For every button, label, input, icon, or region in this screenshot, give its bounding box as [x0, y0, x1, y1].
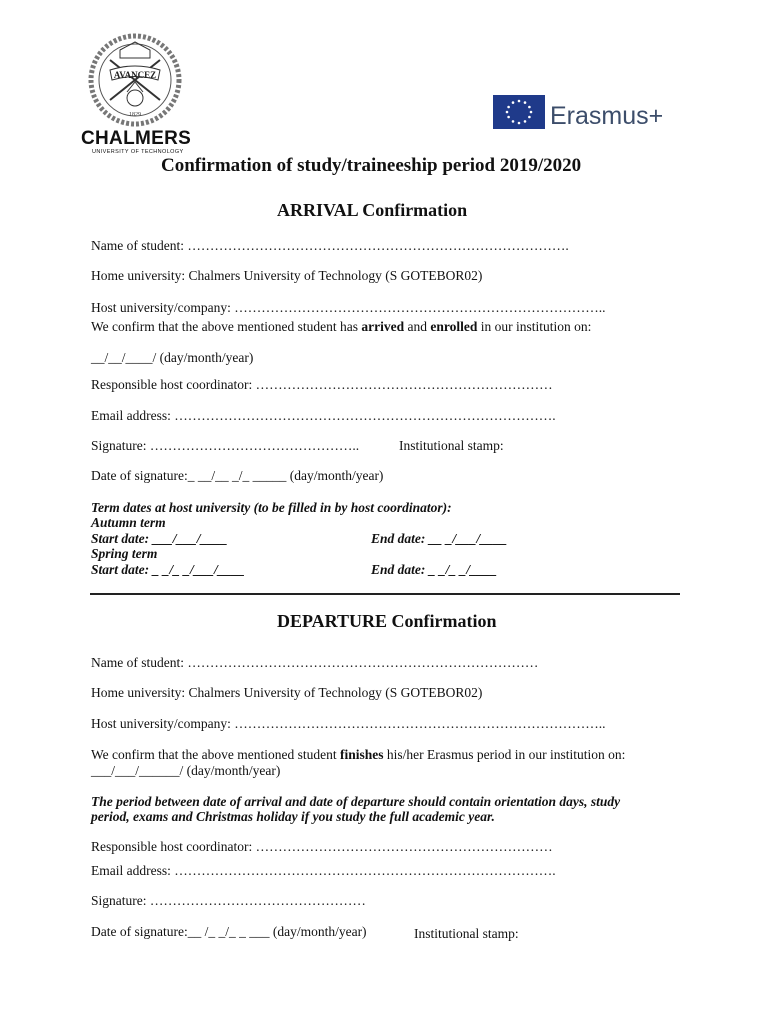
erasmus-wordmark: Erasmus+ [550, 102, 664, 130]
period-note-line-1: The period between date of arrival and date of departure should contain orientation days, study [91, 794, 621, 809]
departure-signature-field[interactable]: Signature: ………………………………………… [91, 893, 366, 908]
confirm-enrolled: enrolled [430, 319, 478, 334]
confirm-prefix: We confirm that the above mentioned student [91, 747, 340, 762]
confirm-suffix: in our institution on: [477, 319, 592, 334]
chalmers-seal-logo [80, 30, 190, 130]
arrival-date-field[interactable]: __/__/____/ (day/month/year) [91, 350, 254, 365]
autumn-end-date-field[interactable]: End date: __ _/___/____ [371, 531, 508, 546]
term-dates-heading: Term dates at host university (to be filled in by host coordinator): [91, 500, 452, 515]
confirm-finishes: finishes [339, 747, 384, 762]
arrival-email-field[interactable]: Email address: …………………………………………………………………………. [91, 408, 556, 423]
arrival-confirm-statement [91, 319, 591, 335]
arrival-host-field[interactable]: Host university/company: ……………………………………………………………………….. [91, 300, 606, 315]
eu-flag-icon [493, 95, 545, 129]
document-title: Confirmation of study/traineeship period 2019/2020 [161, 155, 582, 176]
arrival-heading: ARRIVAL Confirmation [277, 200, 468, 220]
arrival-home-university: Home university: Chalmers University of Technology (S GOTEBOR02) [91, 268, 483, 283]
spring-end-date-field[interactable]: End date: _ _/_ _/____ [371, 562, 498, 577]
departure-name-field[interactable]: Name of student: …………………………………………………………………… [91, 655, 539, 670]
autumn-start-date-field[interactable]: Start date: ___/___/____ [91, 531, 228, 546]
chalmers-subtitle: UNIVERSITY OF TECHNOLOGY [92, 149, 184, 155]
departure-date-field[interactable]: ___/___/______/ (day/month/year) [91, 763, 281, 778]
departure-coordinator-field[interactable]: Responsible host coordinator: ………………………………………………………… [91, 839, 553, 854]
departure-heading: DEPARTURE Confirmation [277, 611, 497, 631]
confirm-arrived: arrived [361, 319, 405, 334]
departure-stamp-label: Institutional stamp: [414, 926, 519, 941]
arrival-signature-field[interactable]: Signature: ……………………………………….. [91, 438, 360, 453]
section-divider [90, 593, 680, 595]
arrival-signature-date-field[interactable]: Date of signature:_ __/__ _/_ _____ (day/month/year) [91, 468, 384, 483]
spring-start-date-field[interactable]: Start date: _ _/_ _/___/____ [91, 562, 245, 577]
arrival-name-field[interactable]: Name of student: …………………………………………………………………………. [91, 238, 569, 253]
seal-year: 1829 [129, 112, 141, 118]
seal-motto: AVANCEZ [113, 70, 157, 80]
chalmers-wordmark: CHALMERS [81, 128, 192, 149]
arrival-stamp-label: Institutional stamp: [399, 438, 504, 453]
arrival-coordinator-field[interactable]: Responsible host coordinator: ………………………………………………………… [91, 377, 553, 392]
departure-signature-date-field[interactable]: Date of signature:__ /_ _/_ _ ___ (day/month/year) [91, 924, 367, 939]
spring-term-label: Spring term [91, 546, 158, 561]
period-note-line-2: period, exams and Christmas holiday if you study the full academic year. [91, 809, 495, 824]
departure-email-field[interactable]: Email address: …………………………………………………………………………. [91, 863, 556, 878]
departure-host-field[interactable]: Host university/company: ……………………………………………………………………….. [91, 716, 606, 731]
autumn-term-label: Autumn term [91, 515, 166, 530]
departure-home-university: Home university: Chalmers University of Technology (S GOTEBOR02) [91, 685, 483, 700]
departure-confirm-statement [91, 747, 625, 763]
confirm-suffix: his/her Erasmus period in our institution on: [383, 747, 626, 762]
confirm-prefix: We confirm that the above mentioned student has [91, 319, 362, 334]
confirm-and: and [404, 319, 431, 334]
